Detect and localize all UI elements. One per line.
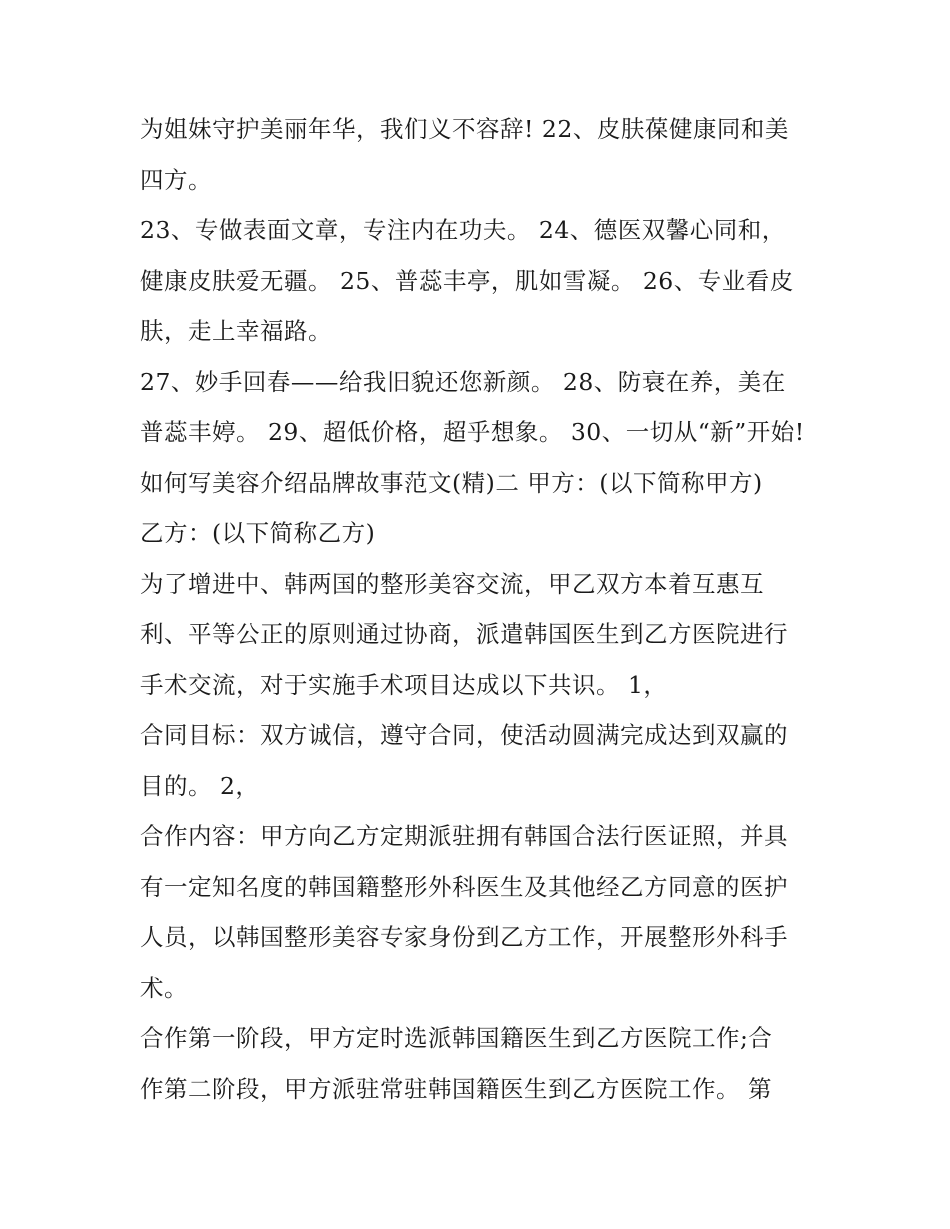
text-line: 23、专做表面文章，专注内在功夫。 24、德医双馨心同和， <box>140 216 786 244</box>
text-line: 作第二阶段，甲方派驻常驻韩国籍医生到乙方医院工作。 第 <box>140 1074 772 1103</box>
text-line: 目的。 2， <box>140 771 260 800</box>
text-line: 四方。 <box>140 165 212 194</box>
text-line: 合作第一阶段，甲方定时选派韩国籍医生到乙方医院工作;合 <box>140 1024 773 1052</box>
text-line: 乙方：(以下简称乙方) <box>140 519 376 547</box>
text-line: 如何写美容介绍品牌故事范文(精)二 甲方：(以下简称甲方) <box>140 468 763 497</box>
text-line: 27、妙手回春——给我旧貌还您新颜。 28、防衰在养，美在 <box>140 367 786 396</box>
text-line: 人员，以韩国整形美容专家身份到乙方工作，开展整形外科手 <box>140 923 788 951</box>
text-line: 利、平等公正的原则通过协商，派遣韩国医生到乙方医院进行 <box>140 620 788 648</box>
document-body <box>140 104 820 1114</box>
text-line: 普蕊丰婷。 29、超低价格，超乎想象。 30、一切从“新”开始! <box>140 418 805 446</box>
text-line: 为了增进中、韩两国的整形美容交流，甲乙双方本着互惠互 <box>140 569 764 598</box>
text-line: 手术交流，对于实施手术项目达成以下共识。 1， <box>140 670 668 699</box>
text-line: 有一定知名度的韩国籍整形外科医生及其他经乙方同意的医护 <box>140 872 788 901</box>
text-line: 为姐妹守护美丽年华，我们义不容辞! 22、皮肤葆健康同和美 <box>140 115 789 143</box>
text-line: 合同目标：双方诚信，遵守合同，使活动圆满完成达到双赢的 <box>140 721 788 749</box>
text-line: 术。 <box>140 973 188 1002</box>
text-line: 健康皮肤爱无疆。 25、普蕊丰亭，肌如雪凝。 26、专业看皮 <box>140 266 794 295</box>
text-line: 肤，走上幸福路。 <box>140 317 332 345</box>
text-line: 合作内容：甲方向乙方定期派驻拥有韩国合法行医证照，并具 <box>140 822 788 850</box>
